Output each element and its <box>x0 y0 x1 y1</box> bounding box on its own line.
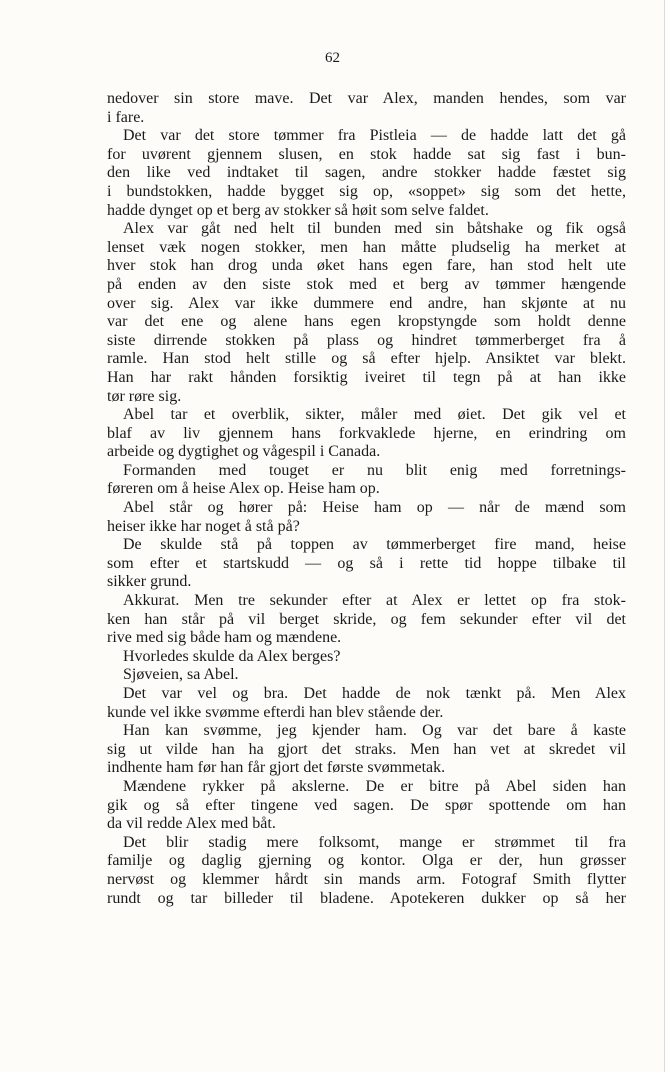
text-line: indhente ham før han får gjort det første svømmetak. <box>107 759 446 777</box>
text-line: rundt og tar billeder til bladene. Apotekeren dukker op så her <box>107 889 626 907</box>
text-line: Han har rakt hånden forsiktig iveiret til tegn på at han ikke <box>107 368 626 386</box>
text-line: Det var det store tømmer fra Pistleia — de hadde latt det gå <box>123 127 626 145</box>
body-text <box>107 90 626 908</box>
text-line: sig ut vilde han ha gjort det straks. Men han vet at skredet vil <box>107 740 626 758</box>
text-line: Abel står og hører på: Heise ham op — når de mænd som <box>123 499 626 517</box>
text-line: hadde dynget op et berg av stokker så høit som selve faldet. <box>107 201 489 219</box>
text-line: Abel tar et overblik, sikter, måler med øiet. Det gik vel et <box>123 406 626 424</box>
text-line: var det ene og alene hans egen kropstyngde som holdt denne <box>107 313 626 331</box>
text-line: rive med sig både ham og mændene. <box>107 629 342 647</box>
text-line: Det blir stadig mere folksomt, mange er strømmet til fra <box>123 833 626 851</box>
text-line: hver stok han drog unda øket hans egen fare, han stod helt ute <box>107 257 626 275</box>
text-line: i bundstokken, hadde bygget sig op, «soppet» sig som det hette, <box>107 182 626 200</box>
text-line: Alex var gåt ned helt til bunden med sin båtshake og fik også <box>123 220 626 238</box>
text-line: ramle. Han stod helt stille og så efter hjelp. Ansiktet var blekt. <box>107 350 626 368</box>
text-line: Han kan svømme, jeg kjender ham. Og var det bare å kaste <box>123 722 626 740</box>
text-line: tør røre sig. <box>107 387 182 405</box>
text-line: nervøst og klemmer hårdt sin mands arm. Fotograf Smith flytter <box>107 870 626 888</box>
text-line: Formanden med touget er nu blit enig med forretnings- <box>123 461 626 479</box>
text-line: over sig. Alex var ikke dummere end andre, han skjønte at nu <box>107 294 626 312</box>
text-line: Det var vel og bra. Det hadde de nok tænkt på. Men Alex <box>123 685 626 702</box>
text-line: da vil redde Alex med båt. <box>107 815 276 833</box>
text-line: den like ved indtaket til sagen, andre stokker hadde fæstet sig <box>107 164 626 182</box>
text-line: nedover sin store mave. Det var Alex, manden hendes, som var <box>107 90 626 107</box>
text-line: Akkurat. Men tre sekunder efter at Alex er lettet op fra stok- <box>123 592 626 610</box>
text-line: siste dirrende stokken på plass og hindret tømmerberget fra å <box>107 331 626 349</box>
text-line: i fare. <box>107 108 145 126</box>
text-line: lenset væk nogen stokker, men han måtte pludselig ha merket at <box>107 238 626 256</box>
text-line: ken han står på vil berget skride, og fem sekunder efter vil det <box>107 610 626 628</box>
text-line: arbeide og dygtighet og vågespil i Canada. <box>107 443 381 461</box>
text-line: sikker grund. <box>107 573 192 591</box>
text-line: Hvorledes skulde da Alex berges? <box>123 647 341 665</box>
text-line: blaf av liv gjennem hans forkvaklede hjerne, en erindring om <box>107 424 626 442</box>
text-line: gik og så efter tingene ved sagen. De spør spottende om han <box>107 796 626 814</box>
text-line: føreren om å heise Alex op. Heise ham op. <box>107 480 380 498</box>
text-line: Mændene rykker på akslerne. De er bitre på Abel siden han <box>123 777 626 795</box>
text-line: for uvørent gjennem slusen, en stok hadde sat sig fast i bun- <box>107 145 626 163</box>
text-line: kunde vel ikke svømme efterdi han blev stående der. <box>107 703 444 721</box>
page-number: 62 <box>325 50 340 66</box>
text-line: familje og daglig gjerning og kontor. Olga er der, hun grøsser <box>107 852 626 870</box>
text-line: Sjøveien, sa Abel. <box>123 666 239 684</box>
text-line: heiser ikke har noget å stå på? <box>107 517 300 535</box>
text-line: på enden av den siste stok med et berg av tømmer hængende <box>107 275 626 293</box>
text-line: De skulde stå på toppen av tømmerberget fire mand, heise <box>123 536 626 554</box>
text-line: som efter et startskudd — og så i rette tid hoppe tilbake til <box>107 554 626 572</box>
